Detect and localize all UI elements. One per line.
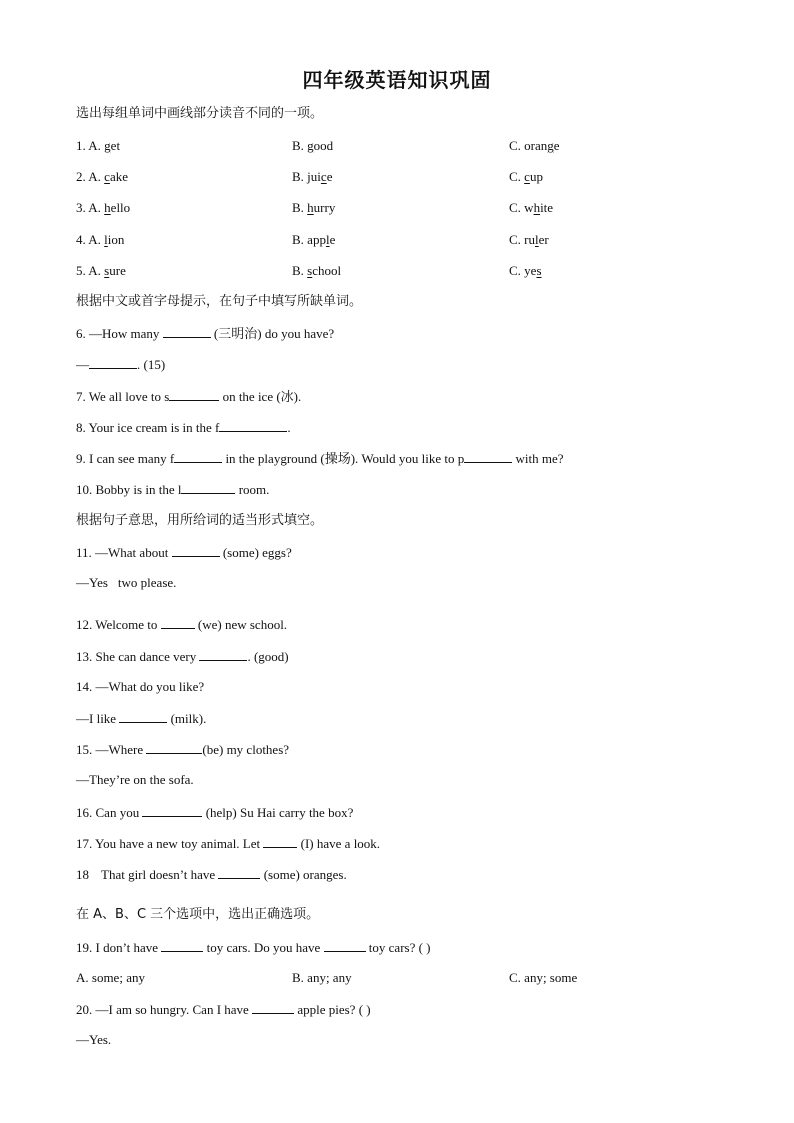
- q4-option-b: B. apple: [292, 232, 336, 247]
- q19-line: 19. I don’t have toy cars. Do you have toy cars? ( ): [76, 940, 431, 955]
- q12-line: 12. Welcome to (we) new school.: [76, 617, 288, 632]
- q7-blank[interactable]: [169, 388, 219, 401]
- q16-line: 16. Can you (help) Su Hai carry the box?: [76, 805, 354, 820]
- q19-option-a[interactable]: A. some; any: [76, 970, 145, 985]
- section-heading-word-forms: 根据句子意思，用所给词的适当形式填空。: [76, 513, 324, 528]
- q13-line: 13. She can dance very . (good): [76, 649, 289, 664]
- q9-blank-2[interactable]: [464, 450, 512, 463]
- q8-line: 8. Your ice cream is in the f .: [76, 420, 291, 435]
- q7-line: 7. We all love to s on the ice (冰).: [76, 389, 302, 404]
- section-heading-fill-words: 根据中文或首字母提示，在句子中填写所缺单词。: [76, 294, 363, 309]
- q3-option-a: 3. A. hello: [76, 200, 131, 215]
- q4-option-c: C. ruler: [509, 232, 549, 247]
- q19-option-b[interactable]: B. any; any: [292, 970, 352, 985]
- q1-option-c: C. orange: [509, 138, 560, 153]
- q9-line: 9. I can see many f in the playground (操场). Would you like to p with me?: [76, 451, 564, 466]
- q17-blank[interactable]: [263, 835, 297, 848]
- q19-option-c[interactable]: C. any; some: [509, 970, 578, 985]
- q15-line: 15. —Where (be) my clothes?: [76, 742, 290, 757]
- q6-answer-blank[interactable]: [89, 356, 137, 369]
- q5-option-c: C. yes: [509, 263, 542, 278]
- q3-option-c: C. white: [509, 200, 554, 215]
- q20-line: 20. —I am so hungry. Can I have apple pies? ( ): [76, 1002, 371, 1017]
- q5-option-a: 5. A. sure: [76, 263, 126, 278]
- q4-option-a: 4. A. lion: [76, 232, 125, 247]
- q8-blank[interactable]: [219, 419, 287, 432]
- q10-line: 10. Bobby is in the l room.: [76, 482, 270, 497]
- q10-blank[interactable]: [181, 481, 235, 494]
- q5-option-b: B. school: [292, 263, 342, 278]
- q17-line: 17. You have a new toy animal. Let (I) have a look.: [76, 836, 381, 851]
- q6-answer-line: — . (15): [76, 357, 166, 372]
- q14-line: 14. —What do you like?: [76, 679, 205, 694]
- q12-blank[interactable]: [161, 616, 195, 629]
- q20-answer-line: —Yes.: [76, 1032, 112, 1047]
- q6-line: 6. —How many (三明治) do you have?: [76, 326, 335, 341]
- q20-blank[interactable]: [252, 1001, 294, 1014]
- q13-blank[interactable]: [199, 648, 247, 661]
- q11-blank[interactable]: [172, 544, 220, 557]
- q2-option-b: B. juice: [292, 169, 333, 184]
- page-title: 四年级英语知识巩固: [302, 68, 492, 92]
- q15-blank[interactable]: [146, 741, 202, 754]
- q2-option-c: C. cup: [509, 169, 543, 184]
- q14-blank[interactable]: [119, 710, 167, 723]
- q14-answer-line: —I like (milk).: [76, 711, 207, 726]
- q19-blank-1[interactable]: [161, 939, 203, 952]
- q18-line: 18 That girl doesn’t have (some) oranges.: [76, 867, 347, 882]
- q18-blank[interactable]: [218, 866, 260, 879]
- q6-blank[interactable]: [163, 325, 211, 338]
- q11-answer-line: —Yes two please.: [76, 575, 177, 590]
- section-heading-multiple-choice: 在 A、B、C 三个选项中，选出正确选项。: [76, 907, 320, 922]
- q11-line: 11. —What about (some) eggs?: [76, 545, 292, 560]
- q3-option-b: B. hurry: [292, 200, 336, 215]
- q2-option-a: 2. A. cake: [76, 169, 128, 184]
- q19-blank-2[interactable]: [324, 939, 366, 952]
- q1-option-b: B. good: [292, 138, 334, 153]
- q16-blank[interactable]: [142, 804, 202, 817]
- section-heading-phonics: 选出每组单词中画线部分读音不同的一项。: [76, 106, 324, 121]
- q1-option-a: 1. A. get: [76, 138, 121, 153]
- q9-blank-1[interactable]: [174, 450, 222, 463]
- q15-answer-line: —They’re on the sofa.: [76, 772, 194, 787]
